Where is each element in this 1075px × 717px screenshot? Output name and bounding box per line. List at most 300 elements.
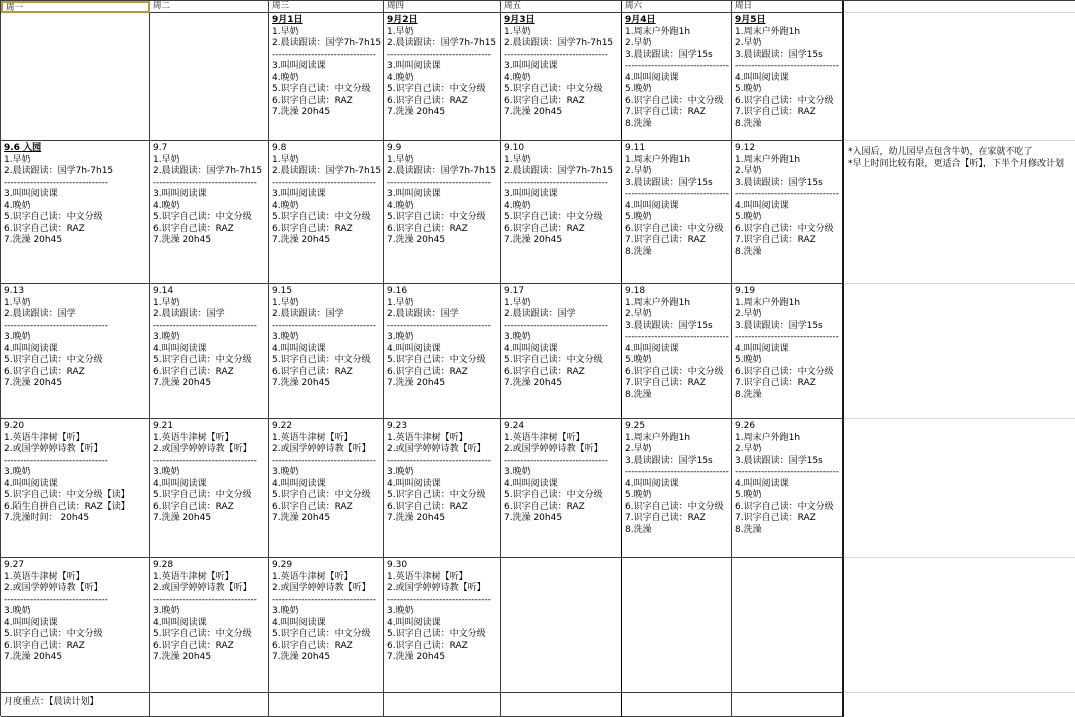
day-cell[interactable]	[732, 141, 844, 284]
cell-item: 3.叫叫阅读课	[387, 189, 441, 199]
day-cell[interactable]	[150, 419, 269, 558]
cell-item: 5.识字自己读：中文分级	[272, 212, 371, 222]
cell-item: 6.识字自己读：RAZ	[272, 223, 353, 234]
separator-line: --------------------------------	[272, 177, 376, 188]
cell-item: 4.叫叫阅读课	[625, 478, 679, 489]
cell-item: 7.洗澡 20h45	[504, 107, 563, 117]
cell-item: 3.叫叫阅读课	[4, 189, 58, 199]
cell-item: 2.或国学婷婷诗教【听】	[272, 583, 371, 593]
cell-date: 9.20	[4, 421, 25, 431]
cell-item: 5.识字自己读：中文分级	[272, 629, 371, 639]
day-cell[interactable]	[621, 141, 732, 284]
cell-item: 8.洗澡	[735, 246, 762, 257]
cell-date: 9.18	[625, 286, 646, 296]
cell-date: 9.11	[625, 143, 646, 153]
cell-item: 6.识字自己读：RAZ	[387, 366, 468, 377]
day-cell[interactable]	[384, 284, 501, 419]
cell-item: 3.晚奶	[153, 467, 180, 477]
cell-item: 2.或国学婷婷诗教【听】	[272, 444, 371, 454]
cell-item: 2.早奶	[625, 166, 652, 176]
cell-item: 4.晚奶	[504, 200, 531, 211]
cell-item: 8.洗澡	[625, 389, 652, 400]
cell-item: 7.洗澡 20h45	[153, 235, 212, 245]
day-header-4[interactable]	[384, 1, 501, 13]
cell-item: 8.洗澡	[625, 246, 652, 257]
cell-item: 6.识字自己读：RAZ	[4, 640, 85, 651]
cell-item: 4.叫叫阅读课	[4, 617, 58, 628]
cell-item: 1.周末户外跑1h	[625, 432, 691, 443]
cell-date: 9.27	[4, 560, 25, 570]
separator-line: --------------------------------	[272, 320, 376, 331]
cell-item: 7.识字自己读：RAZ	[625, 107, 706, 117]
cell-item: 6.识字自己读：RAZ	[272, 95, 353, 106]
day-cell[interactable]	[621, 13, 732, 141]
cell-item: 6.识字自己读：RAZ	[272, 501, 353, 512]
cell-item: 3.晚奶	[272, 606, 299, 616]
cell-item: 3.晨读跟读：国学15s	[735, 455, 823, 466]
day-cell[interactable]	[501, 558, 622, 693]
separator-line: --------------------------------	[387, 177, 491, 188]
cell-item: 7.洗澡 20h45	[272, 378, 331, 388]
separator-line: --------------------------------	[4, 455, 108, 466]
cell-item: 4.叫叫阅读课	[625, 200, 679, 211]
day-header-7[interactable]	[732, 1, 844, 13]
cell-item: 8.洗澡	[735, 389, 762, 400]
day-cell[interactable]	[501, 13, 622, 141]
day-cell[interactable]	[269, 558, 384, 693]
cell-item: 5.识字自己读：中文分级	[153, 355, 252, 365]
cell-item: 4.叫叫阅读课	[387, 478, 441, 489]
footer-cell[interactable]	[621, 693, 732, 717]
day-cell[interactable]	[1, 13, 150, 141]
cell-item: 7.识字自己读：RAZ	[625, 378, 706, 388]
day-cell[interactable]	[1, 419, 150, 558]
cell-date: 9.16	[387, 286, 408, 296]
cell-item: 5.晚奶	[625, 84, 652, 94]
cell-item: 7.识字自己读：RAZ	[735, 513, 816, 523]
day-header-label: 周二	[153, 1, 171, 11]
notes-cell[interactable]	[844, 284, 1075, 419]
day-cell[interactable]	[501, 284, 622, 419]
cell-item: 3.晨读跟读：国学15s	[625, 49, 713, 60]
separator-line: --------------------------------	[387, 594, 491, 605]
cell-item: 3.叫叫阅读课	[272, 61, 326, 71]
cell-item: 6.识字自己读：RAZ	[504, 366, 585, 377]
cell-date: 9.9	[387, 143, 402, 153]
cell-item: 5.晚奶	[625, 212, 652, 222]
cell-item: 6.识字自己读：RAZ	[153, 223, 234, 234]
note-line: *早上时间比较有限，更适合【听】，下半个月修改计划	[848, 159, 1065, 169]
footer-label: 月度重点：【晨读计划】	[4, 697, 99, 707]
cell-item: 5.识字自己读：中文分级	[4, 212, 103, 222]
separator-line: --------------------------------	[272, 594, 376, 605]
cell-item: 1.英语牛津树【听】	[153, 571, 234, 582]
cell-item: 5.识字自己读：中文分级	[387, 629, 486, 639]
cell-item: 7.洗澡 20h45	[153, 378, 212, 388]
cell-item: 6.识字自己读：RAZ	[387, 223, 468, 234]
cell-item: 6.识字自己读：RAZ	[153, 366, 234, 377]
cell-item: 7.洗澡 20h45	[4, 652, 63, 662]
day-cell[interactable]	[384, 13, 501, 141]
cell-item: 4.叫叫阅读课	[625, 72, 679, 83]
cell-item: 7.洗澡 20h45	[272, 652, 331, 662]
cell-item: 1.英语牛津树【听】	[387, 571, 468, 582]
cell-date: 9.22	[272, 421, 293, 431]
day-header-label: 周日	[735, 1, 753, 11]
day-header-2[interactable]	[150, 1, 269, 13]
day-header-label: 周一	[6, 3, 24, 13]
day-cell[interactable]	[501, 419, 622, 558]
cell-item: 4.叫叫阅读课	[735, 343, 789, 354]
day-header-label: 周四	[387, 1, 405, 11]
cell-item: 7.洗澡 20h45	[504, 513, 563, 523]
separator-line: --------------------------------	[272, 455, 376, 466]
cell-item: 2.晨读跟读：国学7h-7h15	[272, 166, 382, 176]
cell-item: 7.识字自己读：RAZ	[625, 235, 706, 245]
cell-item: 2.晨读跟读：国学7h-7h15	[4, 166, 114, 176]
cell-item: 2.早奶	[735, 309, 762, 319]
cell-item: 5.识字自己读：中文分级	[272, 84, 371, 94]
footer-cell[interactable]	[501, 693, 622, 717]
separator-line: --------------------------------	[153, 455, 257, 466]
separator-line: --------------------------------	[387, 49, 491, 60]
cell-item: 6.识字自己读：RAZ	[153, 640, 234, 651]
cell-item: 6.识字自己读：RAZ	[387, 640, 468, 651]
day-header-5[interactable]	[501, 1, 622, 13]
cell-item: 3.叫叫阅读课	[272, 189, 326, 199]
cell-item: 2.或国学婷婷诗教【听】	[504, 444, 603, 454]
cell-item: 5.识字自己读：中文分级	[153, 490, 252, 500]
cell-item: 1.英语牛津树【听】	[153, 432, 234, 443]
separator-line: --------------------------------	[4, 177, 108, 188]
cell-item: 4.叫叫阅读课	[272, 478, 326, 489]
cell-item: 3.晚奶	[387, 332, 414, 342]
cell-item: 6.识字自己读：RAZ	[153, 501, 234, 512]
cell-item: 7.洗澡 20h45	[272, 235, 331, 245]
cell-item: 3.晚奶	[504, 467, 531, 477]
cell-item: 8.洗澡	[735, 524, 762, 535]
cell-item: 7.洗澡 20h45	[153, 652, 212, 662]
footer-cell[interactable]	[732, 693, 844, 717]
cell-item: 4.晚奶	[153, 200, 180, 211]
cell-item: 4.叫叫阅读课	[153, 617, 207, 628]
separator-line: --------------------------------	[625, 61, 729, 71]
day-cell[interactable]	[269, 141, 384, 284]
day-cell[interactable]	[501, 141, 622, 284]
cell-item: 5.识字自己读：中文分级	[387, 490, 486, 500]
footer-cell[interactable]	[1, 693, 150, 717]
cell-item: 1.早奶	[4, 154, 31, 165]
cell-item: 6.陌生自拼自己读：RAZ【读】	[4, 501, 130, 512]
cell-item: 1.早奶	[504, 154, 531, 165]
day-cell[interactable]	[1, 558, 150, 693]
cell-item: 2.晨读跟读：国学7h-7h15	[504, 38, 614, 48]
cell-item: 6.识字自己读：中文分级	[625, 501, 724, 512]
day-cell[interactable]	[269, 284, 384, 419]
cell-item: 7.洗澡 20h45	[272, 107, 331, 117]
cell-item: 2.晨读跟读：国学	[387, 309, 459, 319]
separator-line: --------------------------------	[625, 467, 729, 477]
cell-date: 9.29	[272, 560, 293, 570]
cell-item: 4.晚奶	[504, 72, 531, 83]
day-cell[interactable]	[384, 419, 501, 558]
cell-item: 3.晚奶	[504, 332, 531, 342]
cell-date: 9月5日	[735, 15, 766, 25]
cell-item: 2.晨读跟读：国学7h-7h15	[153, 166, 263, 176]
cell-item: 1.早奶	[387, 26, 414, 37]
cell-item: 2.晨读跟读：国学7h-7h15	[504, 166, 614, 176]
day-cell[interactable]	[1, 284, 150, 419]
separator-line: --------------------------------	[504, 320, 608, 331]
cell-item: 1.英语牛津树【听】	[387, 432, 468, 443]
cell-item: 4.晚奶	[387, 72, 414, 83]
cell-item: 3.晚奶	[387, 467, 414, 477]
cell-item: 2.早奶	[625, 444, 652, 454]
cell-item: 3.叫叫阅读课	[504, 61, 558, 71]
separator-line: --------------------------------	[504, 49, 608, 60]
cell-item: 1.英语牛津树【听】	[272, 571, 353, 582]
cell-date: 9.24	[504, 421, 525, 431]
cell-item: 2.早奶	[735, 166, 762, 176]
day-cell[interactable]	[732, 284, 844, 419]
cell-item: 3.晚奶	[4, 332, 31, 342]
cell-item: 6.识字自己读：RAZ	[504, 501, 585, 512]
cell-item: 8.洗澡	[625, 524, 652, 535]
cell-item: 7.洗澡时间： 20h45	[4, 513, 90, 523]
cell-date: 9月4日	[625, 15, 656, 25]
cell-item: 1.早奶	[153, 154, 180, 165]
cell-item: 8.洗澡	[625, 118, 652, 129]
cell-item: 2.或国学婷婷诗教【听】	[387, 444, 486, 454]
cell-item: 7.识字自己读：RAZ	[735, 378, 816, 388]
cell-item: 2.晨读跟读：国学	[272, 309, 344, 319]
day-cell[interactable]	[621, 419, 732, 558]
day-cell[interactable]	[150, 141, 269, 284]
cell-item: 7.洗澡 20h45	[387, 235, 446, 245]
cell-item: 1.周末户外跑1h	[735, 432, 801, 443]
cell-item: 7.洗澡 20h45	[4, 378, 63, 388]
cell-item: 1.早奶	[153, 297, 180, 308]
cell-item: 1.早奶	[4, 297, 31, 308]
day-cell[interactable]	[1, 141, 150, 284]
cell-item: 2.或国学婷婷诗教【听】	[4, 583, 103, 593]
cell-item: 5.识字自己读：中文分级	[387, 84, 486, 94]
cell-date: 9.12	[735, 143, 756, 153]
cell-item: 1.早奶	[272, 297, 299, 308]
day-cell[interactable]	[150, 284, 269, 419]
cell-date: 9.30	[387, 560, 408, 570]
cell-item: 3.晨读跟读：国学15s	[735, 320, 823, 331]
day-cell[interactable]	[150, 13, 269, 141]
cell-item: 7.洗澡 20h45	[387, 652, 446, 662]
cell-item: 4.叫叫阅读课	[272, 343, 326, 354]
cell-item: 4.叫叫阅读课	[153, 478, 207, 489]
footer-cell[interactable]	[384, 693, 501, 717]
cell-item: 7.洗澡 20h45	[387, 378, 446, 388]
separator-line: --------------------------------	[387, 320, 491, 331]
cell-item: 4.晚奶	[272, 200, 299, 211]
cell-item: 2.或国学婷婷诗教【听】	[4, 444, 103, 454]
cell-item: 4.叫叫阅读课	[735, 72, 789, 83]
cell-item: 5.识字自己读：中文分级	[504, 490, 603, 500]
cell-item: 2.晨读跟读：国学	[153, 309, 225, 319]
separator-line: --------------------------------	[153, 594, 257, 605]
cell-item: 2.早奶	[735, 38, 762, 48]
cell-item: 8.洗澡	[735, 118, 762, 129]
footer-cell[interactable]	[269, 693, 384, 717]
cell-item: 3.晨读跟读：国学15s	[735, 49, 823, 60]
cell-item: 2.早奶	[625, 38, 652, 48]
cell-item: 2.早奶	[735, 444, 762, 454]
separator-line: --------------------------------	[153, 177, 257, 188]
cell-item: 1.周末户外跑1h	[625, 26, 691, 37]
cell-item: 1.早奶	[272, 154, 299, 165]
cell-item: 5.识字自己读：中文分级	[387, 355, 486, 365]
cell-item: 4.晚奶	[272, 72, 299, 83]
cell-item: 4.叫叫阅读课	[735, 478, 789, 489]
day-cell[interactable]	[732, 558, 844, 693]
cell-date: 9.17	[504, 286, 525, 296]
cell-item: 4.晚奶	[387, 200, 414, 211]
cell-item: 2.或国学婷婷诗教【听】	[387, 583, 486, 593]
day-header-label: 周三	[272, 1, 290, 11]
cell-item: 3.晨读跟读：国学15s	[625, 177, 713, 188]
cell-item: 1.英语牛津树【听】	[504, 432, 585, 443]
cell-item: 5.识字自己读：中文分级【读】	[4, 490, 130, 500]
cell-date: 9.6 入园	[4, 143, 42, 153]
day-cell[interactable]	[150, 558, 269, 693]
cell-item: 6.识字自己读：RAZ	[504, 223, 585, 234]
separator-line: --------------------------------	[4, 594, 108, 605]
separator-line: --------------------------------	[272, 49, 376, 60]
cell-item: 6.识字自己读：RAZ	[504, 95, 585, 106]
day-cell[interactable]	[621, 558, 732, 693]
cell-item: 6.识字自己读：中文分级	[735, 501, 834, 512]
cell-item: 3.晨读跟读：国学15s	[625, 320, 713, 331]
cell-date: 9.10	[504, 143, 525, 153]
cell-item: 5.识字自己读：中文分级	[504, 212, 603, 222]
cell-item: 2.或国学婷婷诗教【听】	[153, 444, 252, 454]
cell-item: 4.叫叫阅读课	[735, 200, 789, 211]
day-header-label: 周五	[504, 1, 522, 11]
cell-item: 7.洗澡 20h45	[504, 235, 563, 245]
day-header-1[interactable]	[1, 1, 150, 13]
day-cell[interactable]	[732, 419, 844, 558]
cell-item: 5.识字自己读：中文分级	[4, 629, 103, 639]
cell-date: 9.14	[153, 286, 174, 296]
cell-item: 6.识字自己读：RAZ	[4, 366, 85, 377]
cell-item: 5.晚奶	[735, 84, 762, 94]
cell-item: 3.晚奶	[387, 606, 414, 616]
cell-item: 5.识字自己读：中文分级	[387, 212, 486, 222]
cell-item: 1.英语牛津树【听】	[4, 432, 85, 443]
cell-item: 7.识字自己读：RAZ	[735, 235, 816, 245]
cell-item: 1.周末户外跑1h	[735, 297, 801, 308]
cell-item: 7.识字自己读：RAZ	[625, 513, 706, 523]
cell-date: 9.21	[153, 421, 174, 431]
cell-date: 9.25	[625, 421, 646, 431]
notes-header-cell[interactable]	[844, 1, 1075, 13]
cell-item: 6.识字自己读：中文分级	[735, 95, 834, 106]
cell-item: 2.早奶	[625, 309, 652, 319]
day-cell[interactable]	[384, 558, 501, 693]
day-cell[interactable]	[621, 284, 732, 419]
separator-line: --------------------------------	[504, 177, 608, 188]
cell-item: 3.叫叫阅读课	[387, 61, 441, 71]
cell-item: 4.叫叫阅读课	[387, 617, 441, 628]
footer-cell[interactable]	[150, 693, 269, 717]
cell-item: 1.早奶	[504, 297, 531, 308]
cell-item: 2.晨读跟读：国学	[4, 309, 76, 319]
day-cell[interactable]	[384, 141, 501, 284]
separator-line: --------------------------------	[735, 467, 839, 477]
cell-item: 1.周末户外跑1h	[625, 154, 691, 165]
cell-item: 6.识字自己读：中文分级	[625, 223, 724, 234]
cell-item: 6.识字自己读：RAZ	[4, 223, 85, 234]
cell-item: 5.识字自己读：中文分级	[153, 212, 252, 222]
cell-item: 4.叫叫阅读课	[4, 478, 58, 489]
cell-item: 1.英语牛津树【听】	[272, 432, 353, 443]
cell-item: 7.识字自己读：RAZ	[735, 107, 816, 117]
cell-date: 9月2日	[387, 15, 418, 25]
cell-date: 9.8	[272, 143, 287, 153]
cell-item: 7.洗澡 20h45	[4, 235, 63, 245]
day-cell[interactable]	[269, 13, 384, 141]
cell-item: 5.识字自己读：中文分级	[153, 629, 252, 639]
separator-line: --------------------------------	[625, 332, 729, 342]
cell-item: 6.识字自己读：RAZ	[387, 501, 468, 512]
separator-line: --------------------------------	[387, 455, 491, 466]
separator-line: --------------------------------	[504, 455, 608, 466]
day-cell[interactable]	[732, 13, 844, 141]
notes-cell[interactable]	[844, 419, 1075, 558]
cell-date: 9.23	[387, 421, 408, 431]
cell-item: 6.识字自己读：中文分级	[735, 223, 834, 234]
cell-item: 3.晚奶	[153, 332, 180, 342]
cell-item: 5.识字自己读：中文分级	[504, 355, 603, 365]
cell-item: 1.英语牛津树【听】	[4, 571, 85, 582]
separator-line: --------------------------------	[625, 189, 729, 199]
cell-date: 9.7	[153, 143, 168, 153]
day-cell[interactable]	[269, 419, 384, 558]
cell-item: 5.识字自己读：中文分级	[272, 355, 371, 365]
separator-line: --------------------------------	[4, 320, 108, 331]
cell-item: 1.周末户外跑1h	[735, 154, 801, 165]
note-line: *入园后，幼儿园早点包含牛奶，在家就不吃了	[848, 147, 1033, 157]
cell-date: 9.28	[153, 560, 174, 570]
cell-item: 3.晨读跟读：国学15s	[625, 455, 713, 466]
day-header-3[interactable]	[269, 1, 384, 13]
separator-line: --------------------------------	[735, 61, 839, 71]
cell-date: 9月1日	[272, 15, 303, 25]
separator-line: --------------------------------	[735, 189, 839, 199]
cell-item: 2.或国学婷婷诗教【听】	[153, 583, 252, 593]
cell-item: 1.早奶	[387, 297, 414, 308]
cell-date: 9.26	[735, 421, 756, 431]
notes-cell[interactable]	[844, 13, 1075, 141]
cell-item: 2.晨读跟读：国学7h-7h15	[387, 166, 497, 176]
notes-cell[interactable]	[844, 558, 1075, 693]
cell-item: 4.晚奶	[4, 200, 31, 211]
notes-cell[interactable]	[844, 141, 1075, 284]
day-header-6[interactable]	[621, 1, 732, 13]
cell-item: 3.叫叫阅读课	[153, 189, 207, 199]
cell-item: 6.识字自己读：RAZ	[272, 640, 353, 651]
cell-date: 9.15	[272, 286, 293, 296]
cell-item: 4.叫叫阅读课	[625, 343, 679, 354]
notes-footer-cell[interactable]	[844, 693, 1075, 717]
cell-item: 4.叫叫阅读课	[4, 343, 58, 354]
